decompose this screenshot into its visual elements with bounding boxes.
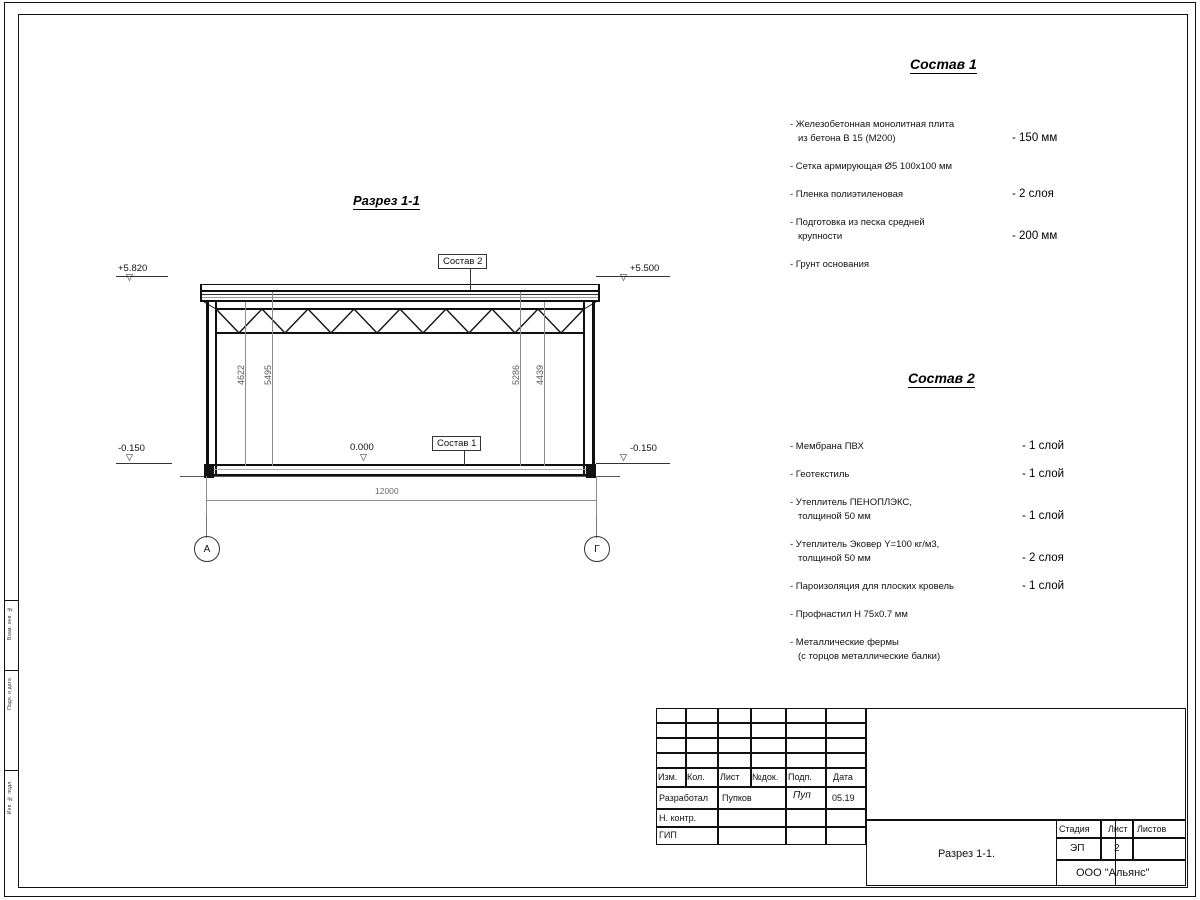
header-kol: Кол.: [687, 772, 705, 782]
spec-label-line1: - Пароизоляция для плоских кровель: [790, 581, 955, 592]
wall-left-outer: [206, 300, 209, 476]
level-mark-bottom-left: -0.150: [118, 443, 145, 454]
stage-value: ЭП: [1070, 843, 1085, 854]
role-label-3: ГИП: [659, 830, 677, 840]
drawing-name-upper-box: [866, 708, 1186, 820]
list-value: 2: [1114, 843, 1120, 854]
stage-header: Стадия: [1059, 824, 1090, 834]
spec-label-line2: из бетона В 15 (М200): [798, 132, 896, 144]
spec-item: [790, 440, 1120, 456]
floor-slab-top: [204, 464, 596, 466]
role-label-2: Н. контр.: [659, 813, 697, 823]
axis-right-stem: [596, 516, 597, 538]
signature-1: Пуп: [793, 790, 811, 801]
spec-label-line2: толщиной 50 мм: [798, 510, 871, 522]
level-arrow-bottom-right: ▽: [620, 452, 627, 462]
spec-value: - 200 мм: [1012, 230, 1058, 242]
date-label-1: 05.19: [832, 793, 855, 803]
spec-label-line1: - Пленка полиэтиленовая: [790, 189, 904, 200]
revision-col: [751, 708, 786, 768]
callout-2-leader: [470, 268, 471, 290]
spec-label-line1: - Мембрана ПВХ: [790, 441, 864, 452]
spec-label-line1: - Профнастил Н 75х0.7 мм: [790, 609, 908, 620]
level-leader-bottom-right: [596, 463, 670, 464]
axis-bubble-a: А: [194, 536, 220, 562]
axis-bubble-g: Г: [584, 536, 610, 562]
spec-label-line2: (с торцов металлические балки): [798, 650, 941, 662]
spec-value: - 1 слой: [1022, 510, 1065, 522]
spec-value: - 2 слоя: [1022, 552, 1064, 564]
revision-col: [656, 708, 686, 768]
spec-item: [790, 216, 1120, 246]
side-stamp-text-1: Взам. инв. №: [7, 606, 13, 641]
level-leader-top-left: [116, 276, 168, 277]
spec-label-line1: - Утеплитель ПЕНОПЛЭКС,: [790, 497, 912, 508]
section-drawing-title: Разрез 1-1: [353, 193, 420, 208]
spec-item: [790, 188, 1120, 204]
spec-label-line2: толщиной 50 мм: [798, 552, 871, 564]
title-block: [656, 708, 1186, 886]
spec-item: [790, 636, 1120, 666]
sostav2-title: Состав 2: [908, 370, 975, 386]
wall-right-outer: [592, 300, 595, 476]
spec-value: - 2 слоя: [1012, 188, 1054, 200]
spec-label-line1: - Сетка армирующая Ø5 100х100 мм: [790, 161, 953, 172]
callout-sostav-2: Состав 2: [438, 254, 487, 269]
header-podp: Подп.: [788, 772, 812, 782]
header-list: Лист: [720, 772, 740, 782]
side-stamp-text-3: Инв. № подл.: [7, 780, 13, 815]
level-arrow-bottom-left: ▽: [126, 452, 133, 462]
revision-col: [718, 708, 751, 768]
callout-1-leader: [464, 450, 465, 466]
spec-item: [790, 496, 1120, 526]
header-izm: Изм.: [658, 772, 678, 782]
spec-item: [790, 258, 1120, 274]
spec-label-line1: - Подготовка из песка средней: [790, 217, 925, 228]
dim-label-5286: 5286: [511, 365, 521, 386]
side-stamp-column: [4, 600, 19, 886]
list-header: Лист: [1108, 824, 1128, 834]
spec-label-line1: - Железобетонная монолитная плита: [790, 119, 955, 130]
lists-header: Листов: [1137, 824, 1167, 834]
company-name: ООО "Альянс": [1076, 867, 1150, 879]
role-label-1: Разработал: [659, 793, 708, 803]
sostav1-title: Состав 1: [910, 56, 977, 72]
level-arrow-top-left: ▽: [126, 272, 133, 282]
spec-value: - 150 мм: [1012, 132, 1058, 144]
sostav1-list: [790, 118, 1120, 286]
spec-label-line1: - Грунт основания: [790, 259, 870, 270]
section-drawing: [120, 180, 720, 580]
callout-sostav-1: Состав 1: [432, 436, 481, 451]
axis-left-stem: [206, 516, 207, 538]
dim-ext-left: [206, 476, 207, 516]
dim-label-4439: 4439: [535, 365, 545, 386]
name-label-1: Пупков: [722, 793, 752, 803]
truss-web-members: [120, 180, 720, 580]
spec-label-line2: крупности: [798, 230, 843, 242]
level-arrow-top-right: ▽: [620, 272, 627, 282]
wall-right-inner: [583, 300, 585, 476]
date-cell: [826, 809, 866, 827]
sign-cell: [786, 809, 826, 827]
dim-label-4622: 4622: [236, 365, 246, 386]
wall-left-inner: [215, 300, 217, 476]
side-stamp-text-2: Подп. и дата: [7, 678, 13, 710]
spec-value: - 1 слой: [1022, 580, 1065, 592]
spec-value: - 1 слой: [1022, 440, 1065, 452]
revision-col: [686, 708, 718, 768]
spec-item: [790, 580, 1120, 596]
drawing-name-text: Разрез 1-1.: [938, 848, 996, 860]
level-leader-top-right: [596, 276, 670, 277]
header-ndok: №док.: [752, 772, 779, 782]
level-mark-top-left: +5.820: [118, 263, 148, 274]
level-leader-bottom-left: [116, 463, 172, 464]
sign-cell: [786, 827, 826, 845]
level-mark-zero: 0.000: [350, 442, 374, 453]
dim-label-span: 12000: [375, 486, 399, 496]
dim-ext-right: [596, 476, 597, 516]
footing-right: [586, 464, 596, 478]
level-mark-top-right: +5.500: [630, 263, 660, 274]
name-cell: [718, 809, 786, 827]
dim-line-span: [206, 500, 596, 501]
spec-item: [790, 118, 1120, 148]
spec-item: [790, 538, 1120, 568]
dim-label-5495: 5495: [263, 365, 273, 386]
spec-item: [790, 468, 1120, 484]
floor-hatch-line: [204, 469, 596, 470]
spec-item: [790, 160, 1120, 176]
lists-value-cell: [1133, 838, 1186, 860]
date-cell: [826, 827, 866, 845]
spec-value: - 1 слой: [1022, 468, 1065, 480]
revision-col: [786, 708, 826, 768]
spec-label-line1: - Геотекстиль: [790, 469, 850, 480]
spec-item: [790, 608, 1120, 624]
name-cell: [718, 827, 786, 845]
ground-line: [180, 476, 620, 477]
spec-label-line1: - Металлические фермы: [790, 637, 899, 648]
spec-label-line1: - Утеплитель Эковер Y=100 кг/м3,: [790, 539, 940, 550]
level-arrow-zero: ▽: [360, 452, 367, 462]
header-data: Дата: [833, 772, 853, 782]
sostav2-list: [790, 440, 1120, 678]
level-mark-bottom-right: -0.150: [630, 443, 657, 454]
revision-col: [826, 708, 866, 768]
